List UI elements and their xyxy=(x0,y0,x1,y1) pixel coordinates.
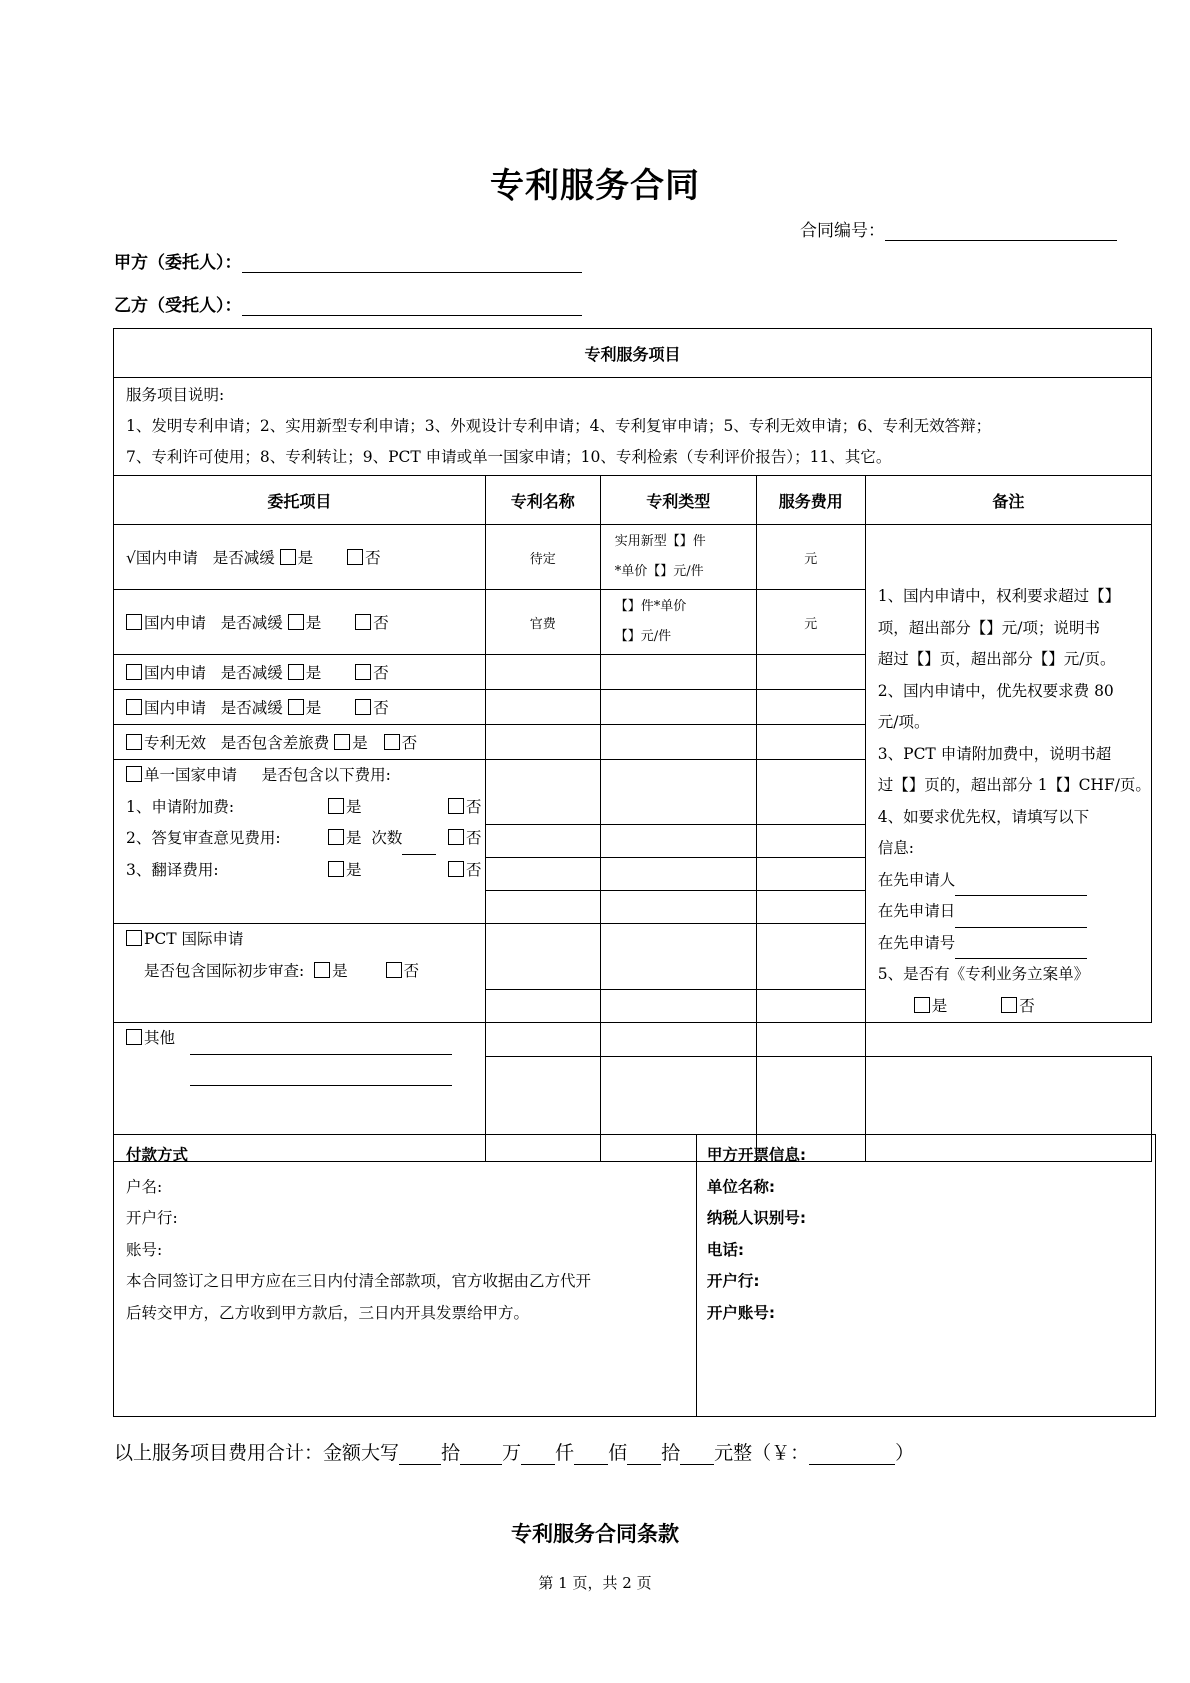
party-a-field[interactable] xyxy=(242,272,582,273)
prior-number-label: 在先申请号 xyxy=(877,933,956,952)
no-label: 否 xyxy=(401,734,418,752)
fee-cell: 元 xyxy=(756,525,865,590)
reduce-question: 是否减缓 xyxy=(220,614,283,632)
prior-date-field[interactable] xyxy=(955,907,1087,928)
patent-type-cell xyxy=(600,590,756,655)
invoice-info-cell xyxy=(696,1135,1155,1417)
document-title: 专利服务合同 xyxy=(490,166,700,206)
note-line: 4、如要求优先权，请填写以下 xyxy=(877,807,1090,826)
amount-field[interactable] xyxy=(809,1444,895,1465)
yes-checkbox[interactable] xyxy=(328,829,344,845)
total-prefix: 以上服务项目费用合计：金额大写 xyxy=(114,1442,400,1464)
project-domestic-1 xyxy=(114,525,486,590)
project-checkbox[interactable] xyxy=(126,734,142,750)
no-label: 否 xyxy=(365,549,381,567)
single-country-label: 单一国家申请 xyxy=(144,766,238,784)
project-pct xyxy=(114,924,486,1023)
table-row xyxy=(114,1023,1152,1057)
description-line-1: 1、发明专利申请；2、实用新型专利申请；3、外观设计专利申请；4、专利复审申请；5、专利无效申请；6、专利无效答辩； xyxy=(126,417,992,435)
yes-checkbox[interactable] xyxy=(328,798,344,814)
no-checkbox[interactable] xyxy=(355,699,371,715)
yes-checkbox[interactable] xyxy=(280,549,296,565)
prior-applicant xyxy=(878,865,1151,897)
payment-heading: 付款方式 xyxy=(126,1146,189,1164)
empty-cell[interactable] xyxy=(485,760,600,825)
no-label: 否 xyxy=(466,860,482,879)
amount-field[interactable] xyxy=(399,1444,441,1465)
col-header-project: 委托项目 xyxy=(114,476,486,525)
contract-number xyxy=(800,216,1117,241)
empty-cell[interactable] xyxy=(756,924,865,990)
empty-cell[interactable] xyxy=(485,891,600,924)
notes-cell xyxy=(865,525,1151,1023)
col-header-fee: 服务费用 xyxy=(756,476,865,525)
project-domestic-2 xyxy=(114,590,486,655)
prelim-line xyxy=(126,956,485,988)
project-domestic-3 xyxy=(114,655,486,690)
total-amount-line xyxy=(114,1438,914,1465)
patent-name-cell: 待定 xyxy=(485,525,600,590)
other-line xyxy=(126,1023,485,1055)
other-field[interactable] xyxy=(190,1036,452,1055)
fee2-line xyxy=(126,823,485,855)
empty-cell[interactable] xyxy=(756,891,865,924)
domestic-label: 国内申请 xyxy=(144,699,207,717)
unit-label: 万 xyxy=(502,1442,522,1464)
fee1-label: 1、申请附加费: xyxy=(126,797,235,816)
table-caption: 专利服务项目 xyxy=(114,329,1152,378)
type-line: 实用新型【】件 xyxy=(614,534,706,549)
note-line: 过【】页的，超出部分 1【】CHF/页。 xyxy=(877,776,1151,794)
description-line-2: 7、专利许可使用；8、专利转让；9、PCT 申请或单一国家申请；10、专利检索（专利评价报告）；11、其它。 xyxy=(126,448,892,466)
service-items-table xyxy=(113,328,1152,1162)
type-line: 【】元/件 xyxy=(614,629,672,644)
empty-cell[interactable] xyxy=(600,1023,756,1057)
no-label: 否 xyxy=(466,829,482,847)
prelim-question: 是否包含国际初步审查: xyxy=(144,961,305,980)
empty-cell[interactable] xyxy=(600,655,756,690)
prior-applicant-label: 在先申请人 xyxy=(877,870,956,889)
domestic-label: 国内申请 xyxy=(144,614,207,632)
project-checkbox[interactable] xyxy=(126,766,142,782)
yes-checkbox[interactable] xyxy=(288,664,304,680)
empty-cell[interactable] xyxy=(756,690,865,725)
payment-method-cell xyxy=(114,1135,697,1417)
service-description xyxy=(114,378,1152,476)
empty-cell[interactable] xyxy=(756,725,865,760)
payment-terms-line-1: 本合同签订之日甲方应在三日内付清全部款项，官方收据由乙方代开 xyxy=(126,1272,592,1290)
yes-label: 是 xyxy=(352,734,368,752)
travel-question: 是否包含差旅费 xyxy=(220,734,330,752)
unit-label: 拾 xyxy=(661,1442,681,1464)
type-line: *单价【】元/件 xyxy=(614,564,704,579)
filing-sheet-choice xyxy=(878,991,1151,1023)
empty-cell[interactable] xyxy=(600,858,756,891)
yes-label: 是 xyxy=(332,961,348,980)
other-line-2 xyxy=(126,1055,485,1087)
party-a-label: 甲方（委托人）： xyxy=(114,253,242,273)
project-single-country xyxy=(114,760,486,924)
domestic-label: 国内申请 xyxy=(144,664,207,682)
project-invalidation xyxy=(114,725,486,760)
note-line: 3、PCT 申请附加费中，说明书超 xyxy=(877,744,1112,763)
amount-field[interactable] xyxy=(680,1444,714,1465)
fee3-line xyxy=(126,855,485,887)
note-line: 1、国内申请中，权利要求超过【】 xyxy=(877,587,1121,605)
unit-label: 佰 xyxy=(608,1442,628,1464)
times-label: 次数 xyxy=(371,829,403,847)
type-line: 【】件*单价 xyxy=(614,599,687,614)
prior-number-field[interactable] xyxy=(955,938,1087,959)
no-checkbox[interactable] xyxy=(386,962,402,978)
no-checkbox[interactable] xyxy=(448,798,464,814)
no-checkbox[interactable] xyxy=(1001,997,1017,1013)
note-line: 信息: xyxy=(877,839,915,857)
following-question: 是否包含以下费用: xyxy=(261,766,391,784)
prior-date xyxy=(878,896,1151,928)
clauses-title: 专利服务合同条款 xyxy=(511,1522,679,1546)
empty-cell[interactable] xyxy=(756,825,865,858)
no-label: 否 xyxy=(403,961,420,980)
reduce-question: 是否减缓 xyxy=(220,699,283,717)
company-name-label: 单位名称: xyxy=(706,1177,776,1196)
no-label: 否 xyxy=(1019,996,1035,1015)
table-header-row xyxy=(114,476,1152,525)
note-line: 项，超出部分【】元/项；说明书 xyxy=(877,618,1101,637)
party-a xyxy=(114,248,582,273)
yes-checkbox[interactable] xyxy=(288,614,304,630)
col-header-notes: 备注 xyxy=(865,476,1151,525)
yes-label: 是 xyxy=(931,996,948,1015)
unit-label: 仟 xyxy=(555,1442,575,1464)
empty-cell[interactable] xyxy=(485,825,600,858)
empty-cell[interactable] xyxy=(756,760,865,825)
yes-checkbox[interactable] xyxy=(288,699,304,715)
table-row xyxy=(114,525,1152,590)
empty-cell[interactable] xyxy=(485,655,600,690)
empty-cell[interactable] xyxy=(600,891,756,924)
party-b-field[interactable] xyxy=(242,315,582,316)
amount-field[interactable] xyxy=(521,1444,555,1465)
party-b-label: 乙方（受托人）： xyxy=(114,296,242,316)
phone-label: 电话: xyxy=(706,1240,745,1259)
empty-cell[interactable] xyxy=(756,858,865,891)
account-name-label: 户名: xyxy=(126,1177,163,1196)
invoice-heading: 甲方开票信息: xyxy=(706,1146,807,1164)
empty-cell[interactable] xyxy=(600,690,756,725)
fee-cell: 元 xyxy=(756,590,865,655)
fee3-label: 3、翻译费用: xyxy=(126,860,219,879)
patent-name-cell: 官费 xyxy=(485,590,600,655)
yes-label: 是 xyxy=(297,549,314,567)
empty-cell[interactable] xyxy=(600,990,756,1023)
no-label: 否 xyxy=(373,614,389,632)
empty-cell[interactable] xyxy=(600,924,756,990)
tax-id-label: 纳税人识别号: xyxy=(706,1209,807,1227)
check-mark[interactable]: √ xyxy=(126,549,136,567)
description-heading: 服务项目说明: xyxy=(126,386,225,404)
no-label: 否 xyxy=(373,664,389,682)
total-suffix: ） xyxy=(895,1442,915,1464)
unit-label: 元整（￥： xyxy=(714,1442,810,1464)
payment-table xyxy=(113,1134,1156,1417)
no-label: 否 xyxy=(373,699,389,717)
note-line: 5、是否有《专利业务立案单》 xyxy=(877,965,1090,983)
no-checkbox[interactable] xyxy=(384,734,400,750)
empty-cell[interactable] xyxy=(756,990,865,1023)
project-domestic-4 xyxy=(114,690,486,725)
empty-cell[interactable] xyxy=(600,760,756,825)
col-header-name: 专利名称 xyxy=(485,476,600,525)
fee1-line xyxy=(126,792,485,824)
account-number-label: 账号: xyxy=(126,1240,163,1259)
amount-field[interactable] xyxy=(460,1444,502,1465)
no-checkbox[interactable] xyxy=(347,549,363,565)
pct-line xyxy=(126,924,485,956)
party-b xyxy=(114,291,582,316)
yes-label: 是 xyxy=(346,829,362,847)
contract-number-label: 合同编号： xyxy=(800,221,885,241)
empty-cell[interactable] xyxy=(485,990,600,1023)
project-checkbox[interactable] xyxy=(126,930,142,946)
yes-label: 是 xyxy=(346,797,362,816)
empty-cell[interactable] xyxy=(485,725,600,760)
empty-cell[interactable] xyxy=(485,924,600,990)
amount-field[interactable] xyxy=(627,1444,661,1465)
empty-cell[interactable] xyxy=(485,858,600,891)
prior-number xyxy=(878,928,1151,960)
yes-label: 是 xyxy=(305,699,322,717)
empty-cell[interactable] xyxy=(485,1023,600,1057)
yes-checkbox[interactable] xyxy=(914,997,930,1013)
project-checkbox[interactable] xyxy=(126,699,142,715)
empty-cell[interactable] xyxy=(756,1023,865,1057)
no-checkbox[interactable] xyxy=(355,664,371,680)
note-line: 2、国内申请中，优先权要求费 80 xyxy=(877,681,1114,700)
unit-label: 拾 xyxy=(441,1442,461,1464)
empty-cell[interactable] xyxy=(485,690,600,725)
other-label: 其他 xyxy=(144,1029,176,1047)
single-country-line xyxy=(126,760,485,792)
no-checkbox[interactable] xyxy=(448,829,464,845)
contract-number-field[interactable] xyxy=(885,240,1117,241)
yes-checkbox[interactable] xyxy=(328,861,344,877)
invoice-account-label: 开户账号: xyxy=(706,1303,776,1322)
domestic-label: 国内申请 xyxy=(135,549,198,567)
patent-type-cell xyxy=(600,525,756,590)
no-checkbox[interactable] xyxy=(355,614,371,630)
col-header-type: 专利类型 xyxy=(600,476,756,525)
yes-label: 是 xyxy=(346,860,362,879)
yes-checkbox[interactable] xyxy=(314,962,330,978)
other-field-2[interactable] xyxy=(190,1067,452,1086)
project-checkbox[interactable] xyxy=(126,1029,142,1045)
yes-label: 是 xyxy=(305,664,322,682)
reduce-question: 是否减缓 xyxy=(212,549,275,567)
empty-cell[interactable] xyxy=(756,655,865,690)
yes-checkbox[interactable] xyxy=(334,734,350,750)
project-checkbox[interactable] xyxy=(126,614,142,630)
reduce-question: 是否减缓 xyxy=(220,664,283,682)
no-label: 否 xyxy=(466,797,482,816)
bank-label: 开户行: xyxy=(126,1209,178,1227)
empty-cell[interactable] xyxy=(600,825,756,858)
page-footer: 第 1 页，共 2 页 xyxy=(538,1574,652,1592)
note-line: 元/项。 xyxy=(877,713,930,731)
no-checkbox[interactable] xyxy=(448,861,464,877)
empty-cell[interactable] xyxy=(600,725,756,760)
invalidation-label: 专利无效 xyxy=(144,734,207,752)
fee2-label: 2、答复审查意见费用: xyxy=(126,829,281,847)
amount-field[interactable] xyxy=(574,1444,608,1465)
invoice-bank-label: 开户行: xyxy=(706,1272,760,1290)
times-field[interactable] xyxy=(402,836,436,855)
yes-label: 是 xyxy=(305,614,322,632)
note-line: 超过【】页，超出部分【】元/页。 xyxy=(877,650,1116,668)
prior-applicant-field[interactable] xyxy=(955,875,1087,896)
pct-label: PCT 国际申请 xyxy=(144,930,244,948)
project-checkbox[interactable] xyxy=(126,664,142,680)
prior-date-label: 在先申请日 xyxy=(877,902,956,920)
payment-terms-line-2: 后转交甲方，乙方收到甲方款后，三日内开具发票给甲方。 xyxy=(126,1303,530,1322)
